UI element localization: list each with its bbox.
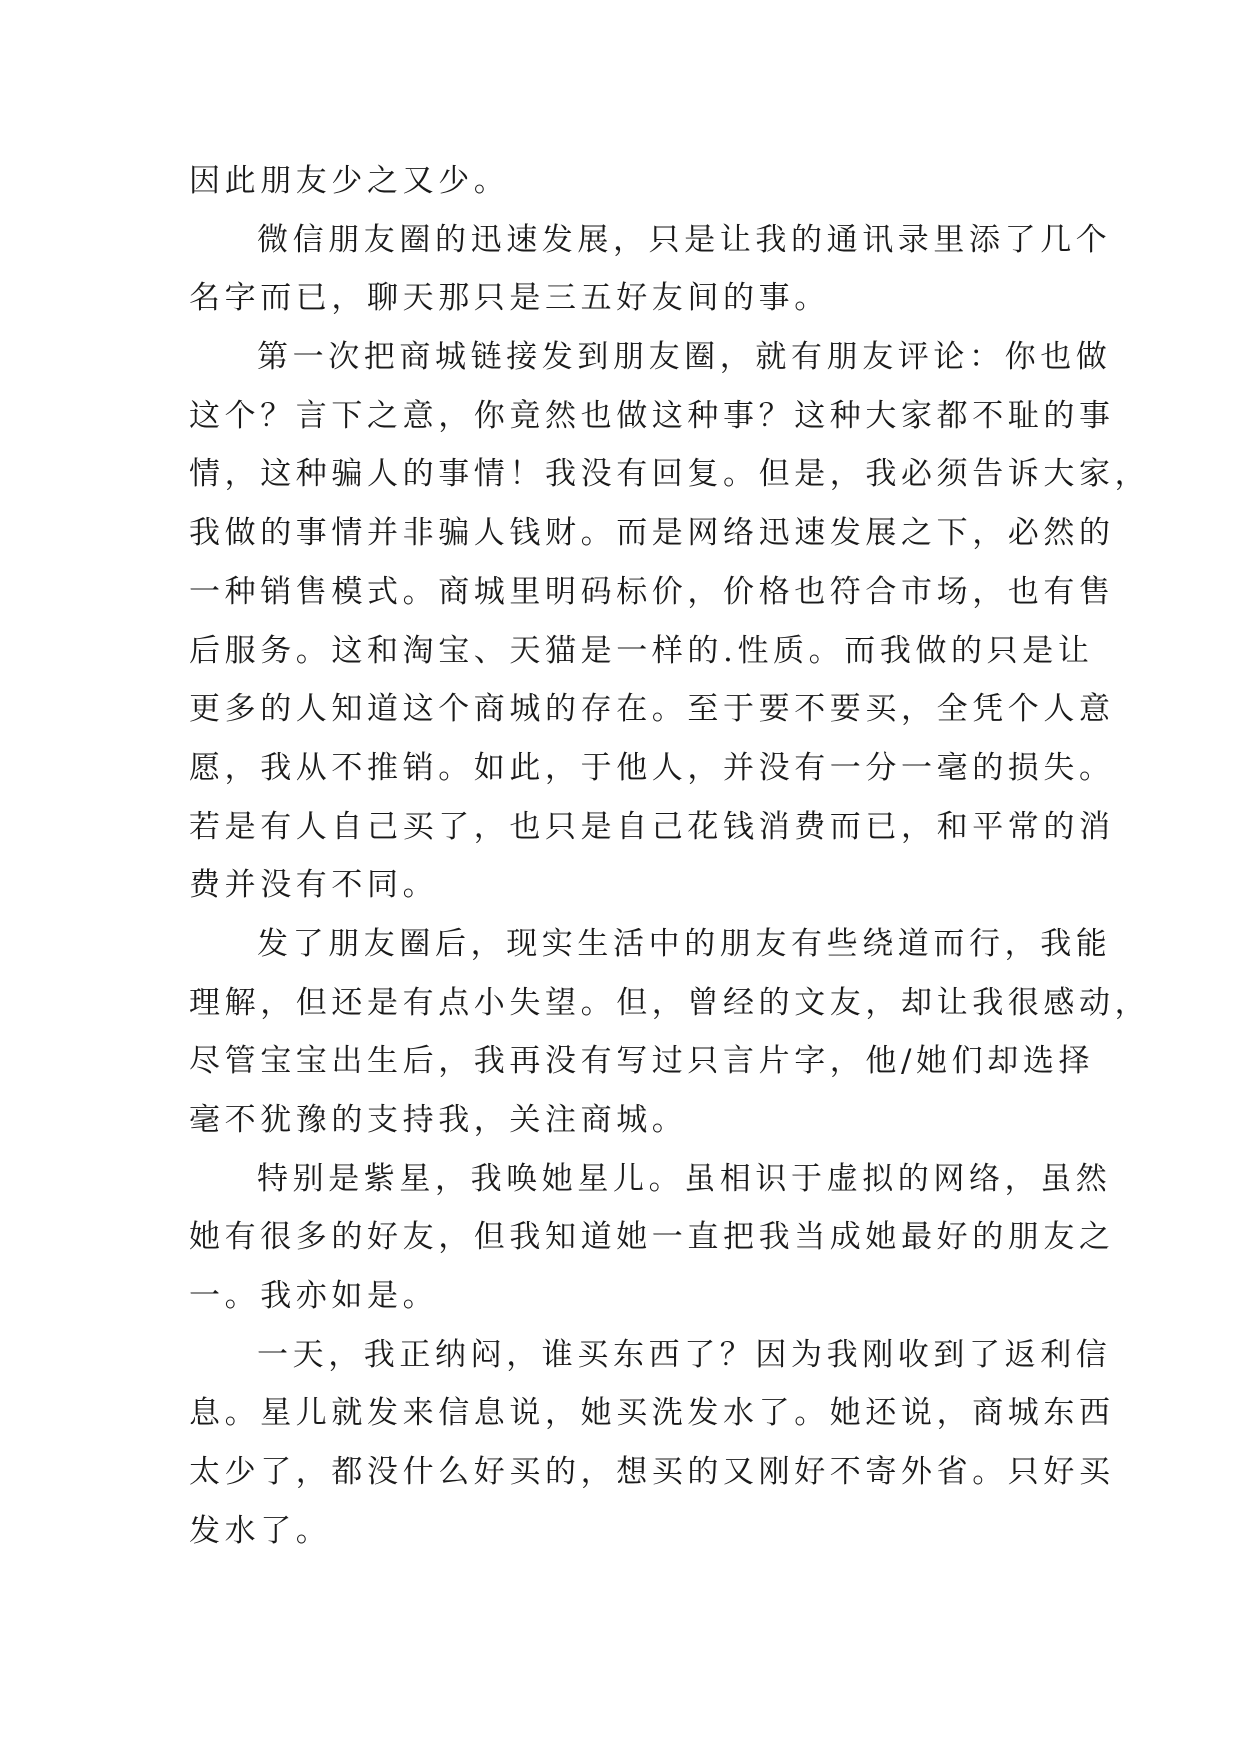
body-text [189,152,1151,1561]
text-line: 我做的事情并非骗人钱财。而是网络迅速发展之下，必然的 [189,515,1115,552]
text-line: 尽管宝宝出生后，我再没有写过只言片字，他/她们却选择 [189,1043,1095,1080]
text-line: 发水了。 [189,1512,332,1549]
text-line: 若是有人自己买了，也只是自己花钱消费而已，和平常的消 [189,808,1115,845]
text-line: 一。我亦如是。 [189,1278,439,1315]
text-line: 她有很多的好友，但我知道她一直把我当成她最好的朋友之 [189,1219,1115,1256]
text-line: 费并没有不同。 [189,867,439,904]
paragraph-first-line: 一天，我正纳闷，谁买东西了？因为我刚收到了返利信 [257,1336,1112,1373]
text-line: 因此朋友少之又少。 [189,163,510,199]
paragraph-first-line: 发了朋友圈后，现实生活中的朋友有些绕道而行，我能 [257,925,1112,962]
text-line: 太少了，都没什么好买的，想买的又刚好不寄外省。只好买 [189,1454,1115,1491]
text-line: 愿，我从不推销。如此，于他人，并没有一分一毫的损失。 [189,749,1115,786]
paragraph-first-line: 第一次把商城链接发到朋友圈，就有朋友评论：你也做 [257,339,1112,376]
text-line: 毫不犹豫的支持我，关注商城。 [189,1102,688,1138]
text-line: 更多的人知道这个商城的存在。至于要不要买，全凭个人意 [189,691,1115,728]
text-line: 名字而已，聊天那只是三五好友间的事。 [189,280,830,317]
text-line: 理解，但还是有点小失望。但，曾经的文友，却让我很感动， [189,984,1151,1021]
paragraph-first-line: 微信朋友圈的迅速发展，只是让我的通讯录里添了几个 [257,221,1112,258]
text-line: 后服务。这和淘宝、天猫是一样的.性质。而我做的只是让 [189,632,1094,669]
text-line: 这个？言下之意，你竟然也做这种事？这种大家都不耻的事 [189,397,1115,434]
paragraph-first-line: 特别是紫星，我唤她星儿。虽相识于虚拟的网络，虽然 [257,1160,1112,1197]
text-line: 息。星儿就发来信息说，她买洗发水了。她还说，商城东西 [189,1395,1115,1432]
text-line: 一种销售模式。商城里明码标价，价格也符合市场，也有售 [189,573,1115,610]
text-line: 情，这种骗人的事情！我没有回复。但是，我必须告诉大家， [189,456,1151,493]
